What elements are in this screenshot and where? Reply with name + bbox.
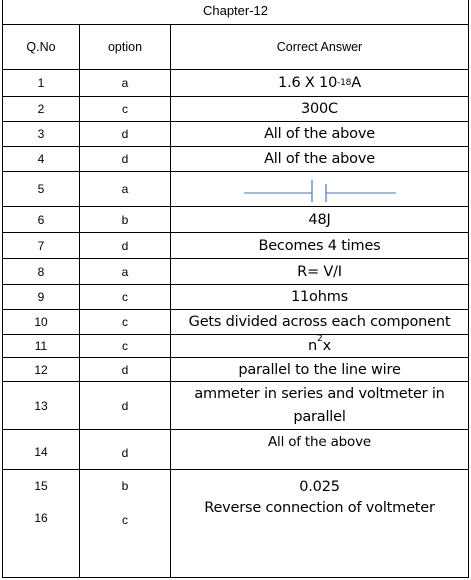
answer-line-2: parallel (293, 408, 346, 425)
row-answer (171, 172, 468, 206)
row-qno: 9 (37, 290, 45, 304)
row-option: a (121, 182, 129, 196)
row-answer: R= V/I (297, 263, 342, 280)
row-qno: 16 (34, 511, 48, 525)
row-answer: Reverse connection of voltmeter (204, 500, 435, 516)
row-answer: Gets divided across each component (188, 314, 451, 330)
row-answer: 300C (300, 101, 338, 117)
row-qno: 12 (34, 362, 48, 377)
row-option: d (121, 152, 129, 166)
row-answer: 11ohms (291, 289, 348, 305)
answer-base: n (308, 337, 318, 354)
row-qno: 14 (34, 444, 48, 459)
row-option: c (122, 315, 128, 329)
row-answer: 1.6 X 10 -18 A (278, 75, 361, 91)
row-answer: Becomes 4 times (258, 237, 381, 254)
row-qno: 10 (34, 315, 48, 329)
capacitor-symbol-icon (240, 174, 400, 204)
header-correct-answer: Correct Answer (276, 40, 363, 54)
row-option: c (122, 290, 128, 304)
row-answer: All of the above (264, 126, 375, 142)
row-option: c (122, 339, 128, 353)
row-option: c (122, 513, 128, 527)
row-qno: 13 (34, 398, 48, 413)
answer-tail: x (322, 337, 331, 354)
row-option: b (121, 479, 129, 493)
row-option: d (121, 238, 129, 253)
row-answer (171, 335, 468, 357)
row-qno: 3 (37, 127, 45, 141)
header-option: option (107, 40, 143, 54)
row-option: d (121, 362, 129, 377)
row-qno: 6 (37, 212, 45, 227)
answer-unit: A (351, 75, 361, 91)
row-answer (171, 382, 468, 429)
header-qno: Q.No (26, 40, 56, 54)
row-answer: 48J (308, 211, 331, 228)
answer-base: 1.6 X 10 (278, 75, 338, 91)
row-option: d (121, 127, 129, 141)
row-option: d (121, 398, 129, 413)
row-option: c (122, 102, 128, 116)
row-qno: 15 (34, 479, 48, 493)
row-answer: parallel to the line wire (238, 361, 401, 378)
answer-exponent: 2 (317, 333, 323, 344)
table-rule (2, 469, 469, 470)
answer-line-1: ammeter in series and voltmeter in (194, 385, 445, 402)
row-qno: 11 (34, 339, 48, 353)
row-option: b (121, 212, 129, 227)
row-qno: 8 (37, 264, 45, 279)
row-option: d (121, 445, 129, 460)
row-qno: 4 (37, 152, 45, 166)
row-qno: 5 (37, 182, 45, 196)
row-answer: All of the above (264, 151, 375, 167)
row-answer: All of the above (268, 434, 371, 450)
row-answer: 0.025 (299, 479, 340, 495)
row-option: a (121, 264, 129, 279)
row-qno: 1 (37, 76, 45, 90)
page-title: Chapter-12 (202, 3, 269, 18)
row-option: a (121, 76, 129, 90)
row-qno: 2 (37, 102, 45, 116)
row-qno: 7 (37, 238, 45, 253)
